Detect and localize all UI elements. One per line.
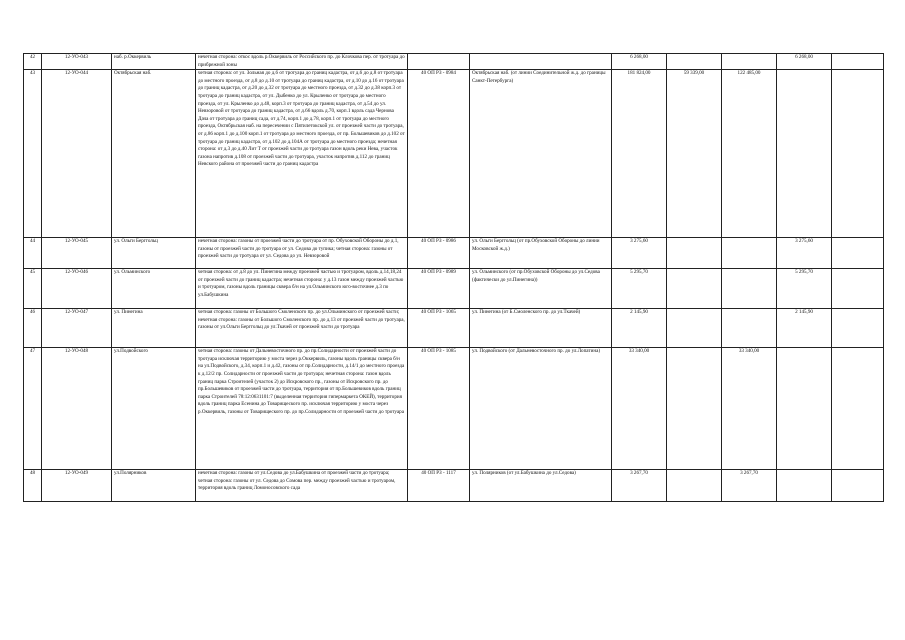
object-name: ул. Ольги Берггольц — [112, 238, 196, 269]
area-col-3 — [777, 348, 832, 470]
object-code: 12-УО-044 — [42, 70, 112, 238]
area-col-3 — [777, 470, 832, 502]
row-number: 42 — [24, 54, 42, 70]
area-col-2 — [722, 309, 777, 348]
object-code: 12-УО-043 — [42, 54, 112, 70]
area-col-3: 6 268,00 — [777, 54, 832, 70]
object-description: четная сторона: от д.8 до ул. Пинегина между проезжей частью и тротуаром, вдоль д.14,18,24 от проезжей части до границ кадастра; нечетная сторона: у д.13 газон между проезжей частью и тротуаром, газоны вдоль границы сквера б/н на ул.Ольминского юго-восточнее д.3 по ул.Бабушкина — [196, 269, 408, 309]
object-bounds: ул. Пинегина (от Б.Смоленского пр. до ул.Ткачей) — [470, 309, 612, 348]
area-col-1 — [667, 348, 722, 470]
object-description: четная сторона: газоны от Большого Смоленского пр. до ул.Ольминского от проезжей части; нечетная сторона: газоны от Большого Смоленского пр. до д.13 от проезжей части до тротуара, газоны от ул.Ольги Берггольц до ул.Ткачей от проезжей части до тротуара — [196, 309, 408, 348]
area-col-2: 33 340,00 — [722, 348, 777, 470]
empty-cell — [832, 70, 884, 238]
area-col-3 — [777, 70, 832, 238]
object-name: ул.Полярников — [112, 470, 196, 502]
table-row — [24, 238, 884, 269]
table-row — [24, 309, 884, 348]
registry-number: 40 ОП РЗ - 1065 — [408, 309, 470, 348]
table-row — [24, 348, 884, 470]
object-bounds: ул. Ольги Берггольц (от пр.Обуховской Обороны до линии Московской ж.д.) — [470, 238, 612, 269]
area-col-1 — [667, 269, 722, 309]
area-col-1 — [667, 309, 722, 348]
row-number: 44 — [24, 238, 42, 269]
object-bounds: ул. Ольминского (от пр.Обуховской Обороны до ул.Седова (фактически до ул.Пинегина)) — [470, 269, 612, 309]
registry-number — [408, 54, 470, 70]
object-name: ул. Ольминского — [112, 269, 196, 309]
row-number: 43 — [24, 70, 42, 238]
object-description: четная сторона: газоны от Дальневосточного пр. до пр.Солидарности от проезжей части до тротуара исключая территорию у моста через р.Оккервиль, газоны вдоль границы сквера б/н на ул.Подвойского, д.34, корп.1 и д.42, газоны от пр.Солидарности, д.14/1 до местного проезда к д.12/2 пр. Солидарности от проезжей части до тротуара; нечетная сторона: газон вдоль границ парка Строителей (участок 2) до Искровского пр., газоны от Искровского пр. до пр.Большевиков от проезжей части до тротуара, территория от пр.Большевиков вдоль границ парка Строителей 78:12:0631101:7 (выделенная территория гипермаркета ОКЕЙ), территория вдоль границ парка Есенина до Товарищеского пр. исключая территорию у моста через р.Оккервиль, газоны от Товарищеского пр. до пр.Солидарности от проезжей части до тротуара — [196, 348, 408, 470]
area-col-3: 3 275,60 — [777, 238, 832, 269]
area-total: 2 145,90 — [612, 309, 667, 348]
area-col-2 — [722, 269, 777, 309]
object-code: 12-УО-049 — [42, 470, 112, 502]
object-code: 12-УО-048 — [42, 348, 112, 470]
area-total: 181 824,00 — [612, 70, 667, 238]
area-col-1 — [667, 238, 722, 269]
object-bounds: Октябрьская наб. (от линии Соединительной ж.д. до границы Санкт-Петербурга) — [470, 70, 612, 238]
empty-cell — [832, 54, 884, 70]
area-total: 3 267,70 — [612, 470, 667, 502]
table-row — [24, 70, 884, 238]
area-total: 6 268,00 — [612, 54, 667, 70]
area-col-2 — [722, 54, 777, 70]
registry-number: 40 ОП РЗ - 1085 — [408, 348, 470, 470]
row-number: 46 — [24, 309, 42, 348]
table-row — [24, 470, 884, 502]
row-number: 47 — [24, 348, 42, 470]
object-name: ул. Пинегина — [112, 309, 196, 348]
register-table — [23, 53, 884, 502]
area-total: 3 275,60 — [612, 238, 667, 269]
empty-cell — [832, 470, 884, 502]
area-total: 33 340,00 — [612, 348, 667, 470]
table-row — [24, 54, 884, 70]
registry-number: 40 ОП РЗ - 0986 — [408, 238, 470, 269]
empty-cell — [832, 348, 884, 470]
object-name: наб. р.Оккервиль — [112, 54, 196, 70]
area-col-1: 59 339,00 — [667, 70, 722, 238]
object-code: 12-УО-046 — [42, 269, 112, 309]
registry-number: 40 ОП РЗ - 0989 — [408, 269, 470, 309]
object-bounds: ул. Полярников (от ул.Бабушкина до ул.Седова) — [470, 470, 612, 502]
register-body — [24, 54, 884, 502]
registry-number: 40 ОП РЗ - 1117 — [408, 470, 470, 502]
object-description: нечетная сторона: газоны от проезжей части до тротуара от пр. Обуховской Обороны до д.1, газоны от проезжей части до тротуара от ул. Седова до тупика; четная сторона: газоны от проезжей части до тротуара от ул. Седова до ул. Невзоровой — [196, 238, 408, 269]
object-description: нечетная сторона: газоны от ул.Седова до ул.Бабушкина от проезжей части до тротуара; четная сторона: газоны от ул. Седова до Сомова пер. между проезжей частью и тротуаром, территория вдоль границ Ломоносовского сада — [196, 470, 408, 502]
empty-cell — [832, 238, 884, 269]
table-row — [24, 269, 884, 309]
empty-cell — [832, 309, 884, 348]
area-col-2: 3 267,70 — [722, 470, 777, 502]
area-col-2 — [722, 238, 777, 269]
object-description: нечетная сторона: откос вдоль р.Оккервиль от Российского пр. до Клочкова пер. от тротуара до прибрежной зоны — [196, 54, 408, 70]
row-number: 48 — [24, 470, 42, 502]
area-col-3: 2 145,90 — [777, 309, 832, 348]
empty-cell — [832, 269, 884, 309]
row-number: 45 — [24, 269, 42, 309]
object-name: Октябрьская наб. — [112, 70, 196, 238]
area-col-1 — [667, 470, 722, 502]
registry-number: 40 ОП РЗ - 0984 — [408, 70, 470, 238]
area-col-1 — [667, 54, 722, 70]
area-total: 5 295,70 — [612, 269, 667, 309]
object-code: 12-УО-047 — [42, 309, 112, 348]
object-description: четная сторона: от ул. Зольная до д.6 от тротуара до границ кадастра, от д.6 до д.8 от тротуара до местного проезда, от д.8 до д.10 от тротуара до границ кадастра, от д.10 до д.16 от тротуара до границ кадастра, от д.20 до д.32 от тротуара до местного проезда, от д.32 до д.38 корп.3 от тротуара до границ кадастра, от ул. Дыбенко до ул. Крыленко от тротуара до местного проезда, от ул. Крыленко до д.48, корп.3 от тротуара до границ кадастра, от д.54 до ул. Невзоровой от тротуара до границ кадастра, от д.66 вдоль д.70, корп.1 вдоль сада Чернова Дача от тротуара до границ сада, от д.74, корп.1 до д.78, корп.1 от тротуара до местного проезда, Октябрьская наб. на пересечении с Пятилетокской ул. от проезжей части до тротуара, от д.86 корп.1 до д.100 корп.1 от тротуара до местного проезда, от пр. Большевиков до д.102 от тротуара до границ кадастра, от д.102 до д.104А от тротуара до местного проезда; нечетная сторона: от д.3 до д.40 Лит Т от проезжей части до тротуара газон вдоль реки Нева, участок газона напротив д.108 от проезжей части до тротуара, участок напротив д.112 до границ Невского района от проезжей части до границ кадастра — [196, 70, 408, 238]
object-bounds — [470, 54, 612, 70]
object-name: ул.Подвойского — [112, 348, 196, 470]
object-bounds: ул. Подвойского (от Дальневосточного пр. до ул.Лопатина) — [470, 348, 612, 470]
area-col-3: 5 295,70 — [777, 269, 832, 309]
area-col-2: 122 485,00 — [722, 70, 777, 238]
object-code: 12-УО-045 — [42, 238, 112, 269]
